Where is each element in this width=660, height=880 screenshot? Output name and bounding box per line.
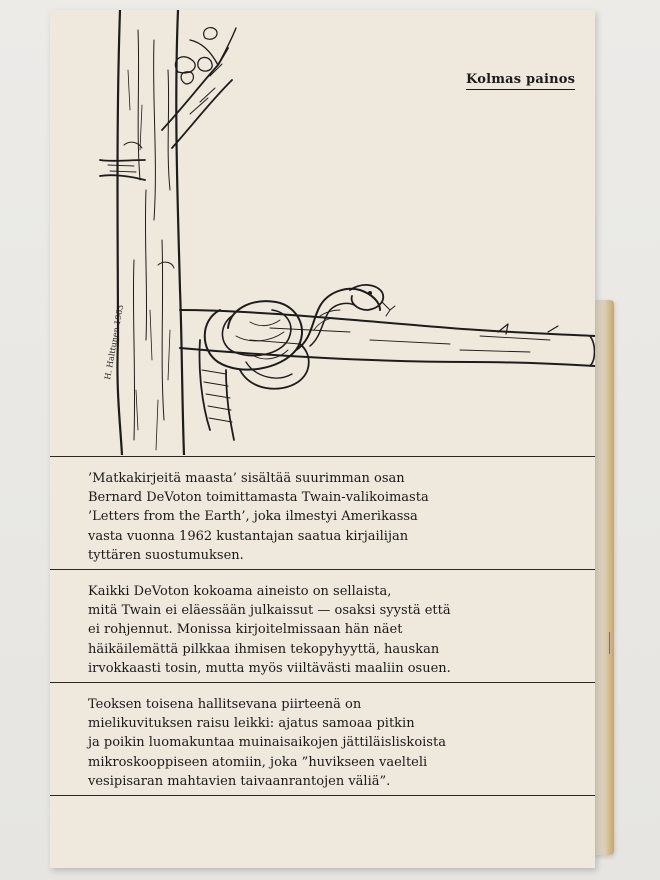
- svg-text:H. Halttunen 1963: H. Halttunen 1963: [103, 304, 126, 381]
- blurb-paragraph-3: Teoksen toisena hallitsevana piirteenä on mielikuvituksen raisu leikki: ajatus samoaa pitkin ja poikin luomakuntaa muinaisaikojen jättiläisliskoista mikroskooppiseen atomiin, joka ”huvikseen vaelteli vesipisaran mahtavien taivaanrantojen väliä”.: [88, 697, 446, 789]
- blurb-paragraph-1: ’Matkakirjeitä maasta’ sisältää suurimman osan Bernard DeVoton toimittamasta Twain-valikoimasta ’Letters from the Earth’, joka ilmestyi Amerikassa vasta vuonna 1962 kustantajan saatua kirjailijan tyttären suostumuksen.: [88, 471, 429, 563]
- blurb-paragraph-2: Kaikki DeVoton kokoama aineisto on sellaista, mitä Twain ei eläessään julkaissut — osaksi syystä että ei rohjennut. Monissa kirjoitelmissaan hän näet häikäilemättä pilkkaa ihmisen tekopyhyyttä, hauskan irvokkaasti tosin, mutta myös viiltävästi maaliin osuen.: [88, 584, 451, 676]
- divider-rule: [50, 795, 595, 796]
- divider-rule: [50, 569, 595, 570]
- divider-rule: [50, 456, 595, 457]
- edition-label: Kolmas painos: [466, 72, 575, 90]
- page-edge-mark: [599, 632, 610, 654]
- divider-rule: [50, 682, 595, 683]
- book-page-edge: [592, 300, 614, 855]
